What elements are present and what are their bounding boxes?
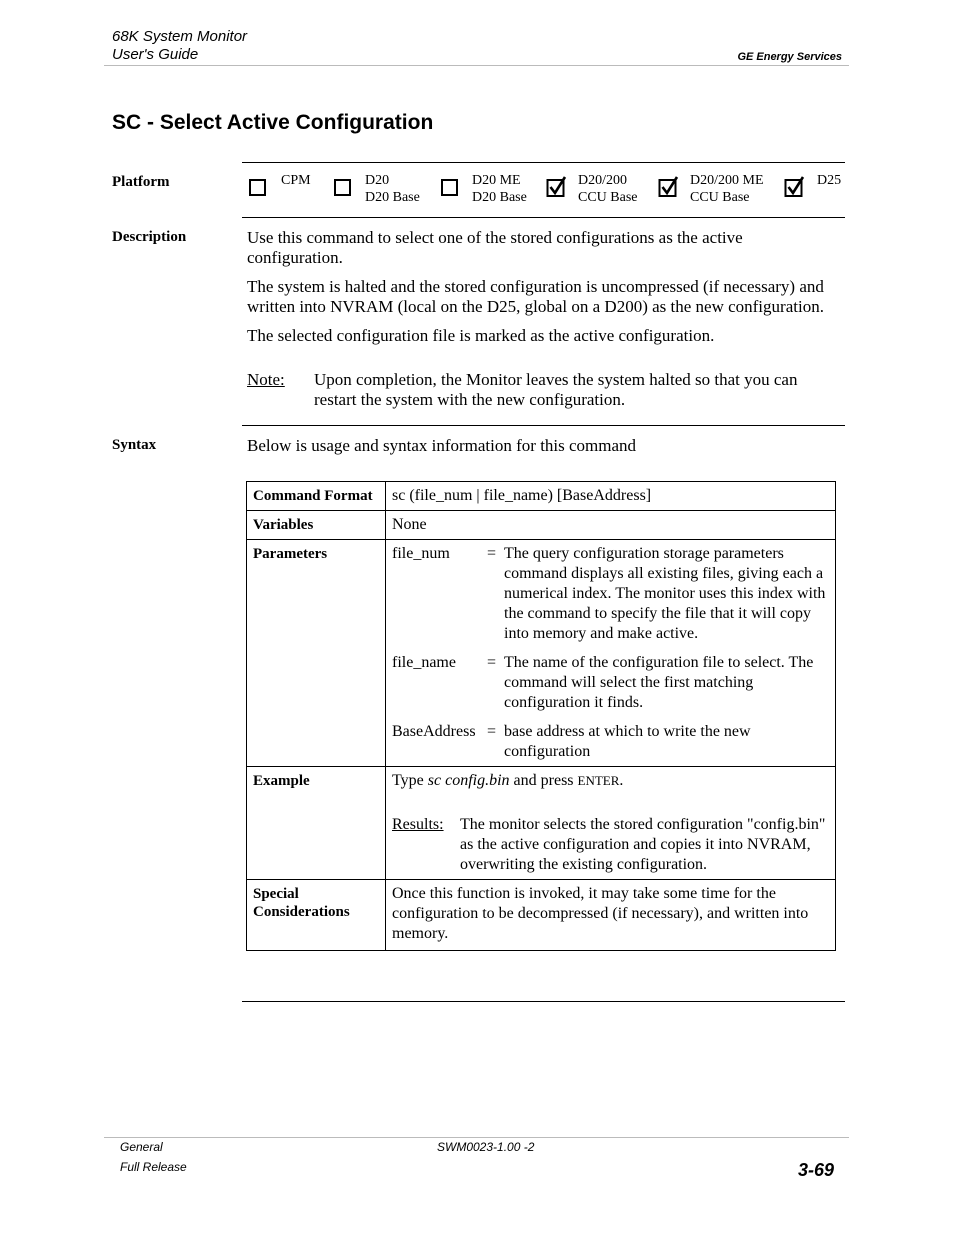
header-subtitle: User's Guide <box>112 46 199 63</box>
table-row <box>247 880 836 951</box>
example-results <box>392 815 829 875</box>
platform-item-line1: D25 <box>817 173 842 188</box>
note-text: Upon completion, the Monitor leaves the system halted so that you can restart the system with the new configuration. <box>314 370 798 409</box>
platform-item-line1: CPM <box>281 173 311 188</box>
platform-bottom-rule <box>242 217 845 218</box>
checkbox-checked-icon <box>784 176 805 197</box>
parameter-description: base address at which to write the new configuration <box>504 723 751 760</box>
description-bottom-rule <box>242 425 845 426</box>
description-paragraph-2: The system is halted and the stored configuration is uncompressed (if necessary) and written into NVRAM (local on the D25, global on a D200) as the new configuration. <box>247 277 824 316</box>
checkbox-empty-icon <box>441 179 458 196</box>
parameter-equals: = <box>487 545 497 562</box>
syntax-bottom-rule <box>242 1001 845 1002</box>
command-format-label: Command Format <box>247 482 386 511</box>
header-rule <box>104 65 849 66</box>
example-label: Example <box>247 767 386 880</box>
footer-left-line2: Full Release <box>120 1160 187 1174</box>
parameter-name: file_name <box>392 654 456 671</box>
table-row <box>247 511 836 540</box>
platform-item-line1: D20 ME <box>472 173 521 188</box>
parameter-name: file_num <box>392 545 450 562</box>
table-row <box>247 540 836 767</box>
platform-item-line1: D20/200 <box>578 173 627 188</box>
parameter-base-address <box>392 722 829 762</box>
header-company: GE Energy Services <box>737 51 842 63</box>
note-label: Note: <box>247 370 285 389</box>
platform-label: Platform <box>112 174 170 190</box>
checkbox-checked-icon <box>546 176 567 197</box>
special-considerations-value: Once this function is invoked, it may take some time for the configuration to be decompressed (if necessary), and written into memory. <box>386 880 836 951</box>
variables-value: None <box>386 511 836 540</box>
example-instruction <box>392 771 829 791</box>
example-type-word: Type <box>392 772 424 789</box>
example-cell <box>386 767 836 880</box>
section-title: SC - Select Active Configuration <box>112 111 434 134</box>
syntax-table <box>246 481 836 951</box>
parameter-description: The name of the configuration file to select. The command will select the first matching configuration it finds. <box>504 654 814 711</box>
description-paragraph-1: Use this command to select one of the stored configurations as the active configuration. <box>247 228 743 267</box>
footer-rule <box>104 1137 849 1138</box>
variables-label: Variables <box>247 511 386 540</box>
footer-doc-number: SWM0023-1.00 -2 <box>437 1140 535 1154</box>
example-command: sc config.bin <box>427 772 510 789</box>
parameters-label: Parameters <box>247 540 386 767</box>
example-and-press: and press <box>513 772 574 789</box>
parameter-description: The query configuration storage parameters command displays all existing files, giving each a numerical index. The monitor uses this index with the command to specify the file that it will copy into memory and make active. <box>504 545 826 642</box>
description-paragraph-3: The selected configuration file is marked as the active configuration. <box>247 326 715 345</box>
description-label: Description <box>112 229 187 245</box>
checkbox-checked-icon <box>658 176 679 197</box>
platform-item-line2: CCU Base <box>578 190 638 205</box>
parameter-equals: = <box>487 723 497 740</box>
platform-top-rule <box>242 162 845 163</box>
table-row <box>247 767 836 880</box>
parameter-file-num <box>392 544 829 644</box>
results-label: Results: <box>392 816 444 833</box>
special-label-line2: Considerations <box>253 904 350 920</box>
special-considerations-label <box>247 880 386 951</box>
platform-item-line2: D20 Base <box>365 190 420 205</box>
example-key: ENTER <box>577 773 620 788</box>
parameter-equals: = <box>487 654 497 671</box>
header-title: 68K System Monitor <box>112 28 248 45</box>
parameter-name: BaseAddress <box>392 723 476 740</box>
checkbox-empty-icon <box>334 179 351 196</box>
platform-item-line1: D20/200 ME <box>690 173 764 188</box>
special-label-line1: Special <box>253 886 299 902</box>
parameters-cell <box>386 540 836 767</box>
platform-item-line2: D20 Base <box>472 190 527 205</box>
footer-page-number: 3-69 <box>797 1160 834 1180</box>
results-text: The monitor selects the stored configuration "config.bin" as the active configuration and copies it into NVRAM, overwriting the existing configuration. <box>460 816 826 873</box>
syntax-label: Syntax <box>112 437 157 453</box>
platform-item-line2: CCU Base <box>690 190 750 205</box>
footer-left-line1: General <box>120 1140 163 1154</box>
parameter-file-name <box>392 653 829 713</box>
command-format-value: sc (file_num | file_name) [BaseAddress] <box>386 482 836 511</box>
platform-item-line1: D20 <box>365 173 390 188</box>
table-row <box>247 482 836 511</box>
checkbox-empty-icon <box>249 179 266 196</box>
syntax-intro: Below is usage and syntax information for this command <box>247 436 637 455</box>
example-period: . <box>619 772 624 789</box>
